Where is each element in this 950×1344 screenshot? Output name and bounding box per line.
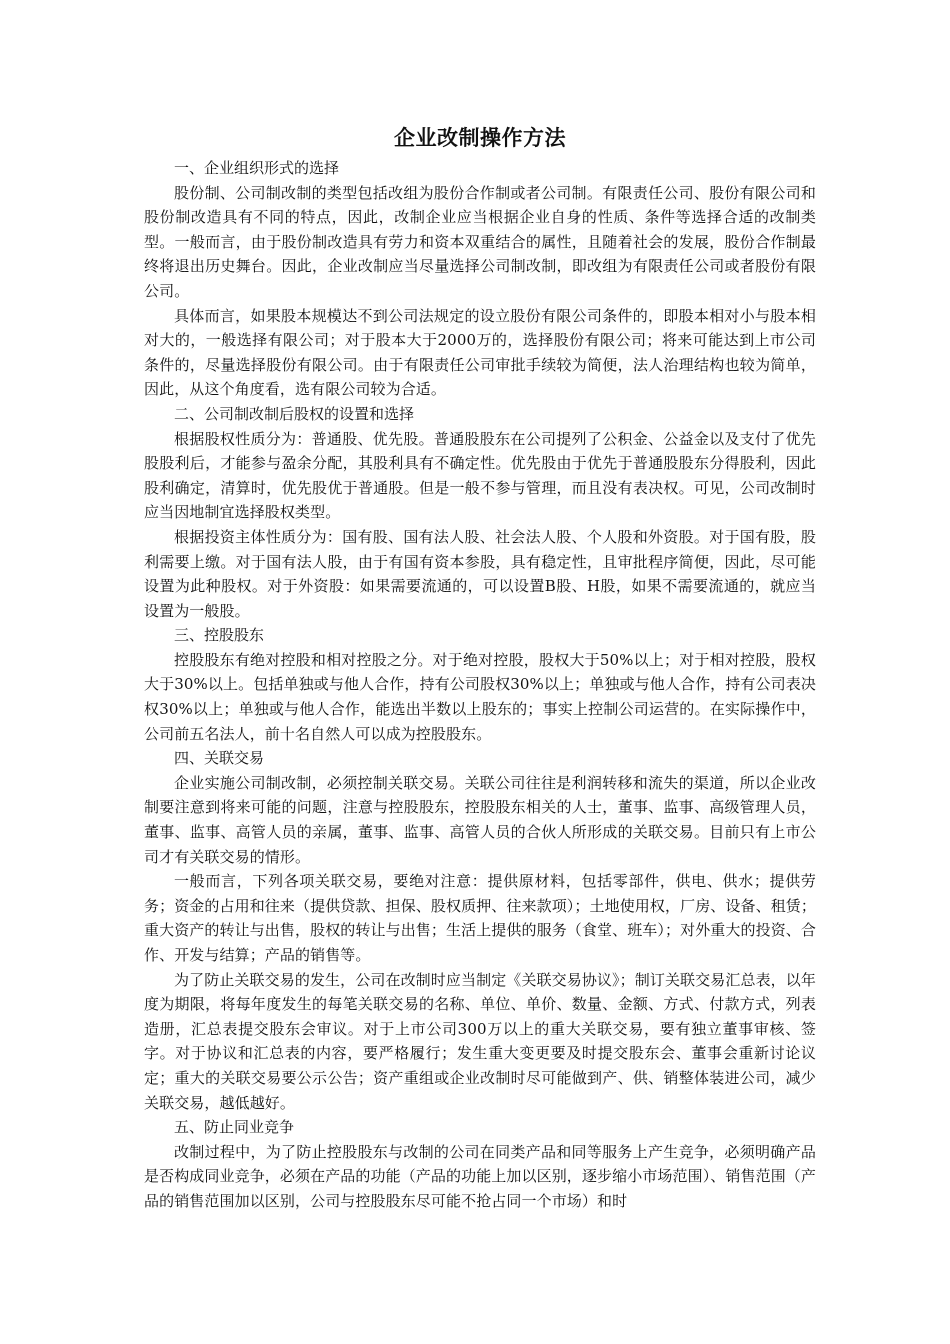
paragraph: 具体而言，如果股本规模达不到公司法规定的设立股份有限公司条件的，即股本相对小与股本相对大的，一般选择有限公司；对于股本大于2000万的，选择股份有限公司；将来可能达到上市公司条件的，尽量选择股份有限公司。由于有限责任公司审批手续较为简便，法人治理结构也较为简单，因此，从这个角度看，选有限公司较为合适。 xyxy=(144,306,816,399)
section-heading: 五、防止同业竞争 xyxy=(174,1118,295,1137)
paragraph: 股份制、公司制改制的类型包括改组为股份合作制或者公司制。有限责任公司、股份有限公司和股份制改造具有不同的特点，因此，改制企业应当根据企业自身的性质、条件等选择合适的改制类型。一般而言，由于股份制改造具有劳力和资本双重结合的属性，且随着社会的发展，股份合作制最终将退出历史舞台。因此，企业改制应当尽量选择公司制改制，即改组为有限责任公司或者股份有限公司。 xyxy=(144,183,816,300)
paragraph: 为了防止关联交易的发生，公司在改制时应当制定《关联交易协议》；制订关联交易汇总表，以年度为期限，将每年度发生的每笔关联交易的名称、单位、单价、数量、金额、方式、付款方式，列表造册，汇总表提交股东会审议。对于上市公司300万以上的重大关联交易，要有独立董事审核、签字。对于协议和汇总表的内容，要严格履行；发生重大变更要及时提交股东会、董事会重新讨论议定；重大的关联交易要公示公告；资产重组或企业改制时尽可能做到产、供、销整体装进公司，减少关联交易，越低越好。 xyxy=(144,970,816,1112)
paragraph: 根据投资主体性质分为：国有股、国有法人股、社会法人股、个人股和外资股。对于国有股，股利需要上缴。对于国有法人股，由于有国有资本参股，具有稳定性，且审批程序简便，因此，尽可能设置为此种股权。对于外资股：如果需要流通的，可以设置B股、H股，如果不需要流通的，就应当设置为一般股。 xyxy=(144,527,816,620)
paragraph: 一般而言，下列各项关联交易，要绝对注意：提供原材料，包括零部件，供电、供水；提供劳务；资金的占用和往来（提供贷款、担保、股权质押、往来款项）；土地使用权，厂房、设备、租赁；重大资产的转让与出售，股权的转让与出售；生活上提供的服务（食堂、班车）；对外重大的投资、合作、开发与结算；产品的销售等。 xyxy=(144,872,817,964)
paragraph: 根据股权性质分为：普通股、优先股。普通股股东在公司提列了公积金、公益金以及支付了优先股股利后，才能参与盈余分配，其股利具有不确定性。优先股由于优先于普通股股东分得股利，因此股利确定，清算时，优先股优于普通股。但是一般不参与管理，而且没有表决权。可见，公司改制时应当因地制宜选择股权类型。 xyxy=(144,429,816,522)
section-heading: 三、控股股东 xyxy=(174,626,265,645)
document-title: 企业改制操作方法 xyxy=(394,126,566,150)
section-heading: 一、企业组织形式的选择 xyxy=(174,159,340,177)
section-heading: 二、公司制改制后股权的设置和选择 xyxy=(174,404,415,423)
section-heading: 四、关联交易 xyxy=(174,749,265,768)
paragraph: 企业实施公司制改制，必须控制关联交易。关联公司往往是利润转移和流失的渠道，所以企业改制要注意到将来可能的问题，注意与控股股东，控股股东相关的人士，董事、监事、高级管理人员，董事、监事、高管人员的亲属，董事、监事、高管人员的合伙人所形成的关联交易。目前只有上市公司才有关联交易的情形。 xyxy=(144,773,816,866)
document-page xyxy=(144,122,816,1214)
paragraph: 改制过程中，为了防止控股股东与改制的公司在同类产品和同等服务上产生竞争，必须明确产品是否构成同业竞争，必须在产品的功能（产品的功能上加以区别，逐步缩小市场范围）、销售范围（产品的销售范围加以区别，公司与控股股东尽可能不抢占同一个市场）和时 xyxy=(144,1142,817,1210)
paragraph: 控股股东有绝对控股和相对控股之分。对于绝对控股，股权大于50%以上；对于相对控股，股权大于30%以上。包括单独或与他人合作，持有公司股权30%以上；单独或与他人合作，持有公司表决权30%以上；单独或与他人合作，能选出半数以上股东的；事实上控制公司运营的。在实际操作中，公司前五名法人，前十名自然人可以成为控股股东。 xyxy=(144,650,816,743)
